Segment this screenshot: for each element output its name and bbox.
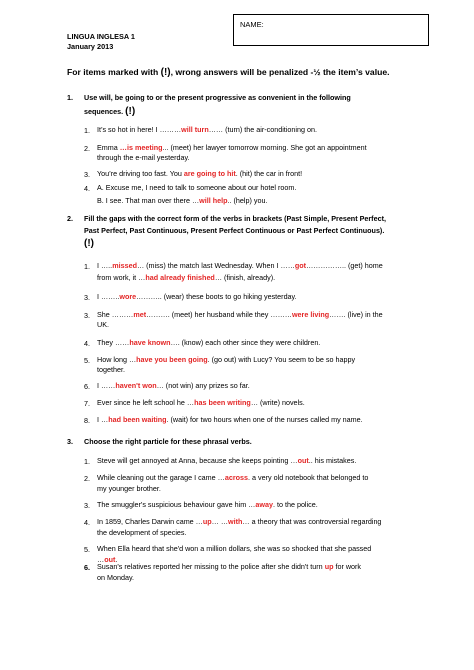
name-label: NAME:	[240, 20, 264, 29]
s1-item-2-number: 2.	[84, 144, 90, 153]
s2-item-5-answer: have you been going	[136, 355, 208, 364]
s3-item-1-answer: out	[297, 456, 309, 465]
s1-item-2-text-a: Emma	[97, 143, 120, 152]
s2-item-7-answer: has been writing	[194, 398, 251, 407]
s2-item-1-text-a: I …..	[97, 261, 113, 270]
course-title: LINGUA INGLESA 1	[67, 32, 135, 41]
s2-item-4-answer: have known	[129, 338, 171, 347]
section-2-mark: (!)	[84, 238, 94, 249]
s2-item-5-number: 5.	[84, 356, 90, 365]
s3-item-3	[97, 499, 318, 510]
s3-item-4-answer-2: with	[228, 517, 243, 526]
s2-item-2	[97, 291, 297, 302]
s3-item-2-line1	[97, 472, 368, 483]
s3-item-2-line2: my younger brother.	[97, 484, 161, 493]
section-1-instruction-line2: sequences.	[84, 107, 126, 116]
penalty-warning	[67, 67, 390, 78]
s2-item-7-number: 7.	[84, 399, 90, 408]
s2-item-8-text-a: I …	[97, 415, 109, 424]
s3-item-6-line1	[97, 561, 361, 572]
s1-item-2-answer: …is meeting	[119, 143, 163, 152]
section-1-instruction-line2-wrap	[84, 106, 135, 117]
s2-item-1-text-b: … (miss) the match last Wednesday. When I ……	[136, 261, 295, 270]
s1-item-2-text-b: ... (meet) her lawyer tomorrow morning. She got an appointment	[162, 143, 367, 152]
s1-item-1-number: 1.	[84, 126, 90, 135]
s1-item-1-text-a: It’s so hot in here! I ………	[97, 125, 182, 134]
section-1-instruction-line1: Use will, be going to or the present progressive as convenient in the following	[84, 93, 351, 102]
s3-item-3-text-a: The smuggler's suspicious behaviour gave him …	[97, 500, 256, 509]
s1-item-1-answer: will turn	[181, 125, 209, 134]
s2-item-1-answer-2: got	[294, 261, 307, 270]
s3-item-6-text-b: for work	[333, 562, 362, 571]
s1-item-3-text-a: You’re driving too fast. You	[97, 169, 184, 178]
s1-item-4-line1: A. Excuse me, I need to talk to someone about our hotel room.	[97, 183, 297, 192]
s3-item-4-text-b: … …	[211, 517, 229, 526]
s3-item-4-number: 4.	[84, 518, 90, 527]
section-3-instruction: Choose the right particle for these phrasal verbs.	[84, 437, 252, 446]
s2-item-1-line1	[97, 260, 383, 271]
s1-item-3-answer: are going to hit	[183, 169, 236, 178]
s3-item-2-number: 2.	[84, 474, 90, 483]
s2-item-1-text-e: … (finish, already).	[214, 273, 276, 282]
s2-item-8-text-b: . (wait) for two hours when one of the nurses called my name.	[166, 415, 363, 424]
s2-item-6-text-b: … (not win) any prizes so far.	[156, 381, 250, 390]
s2-item-1-text-d: from work, it …	[97, 273, 146, 282]
s2-item-2-text-a: I ……..	[97, 292, 120, 301]
s2-item-4	[97, 337, 320, 348]
s3-item-1	[97, 455, 356, 466]
s2-item-3-line1	[97, 309, 383, 320]
section-2-instruction-line2: Past Perfect, Past Continuous, Present Perfect Continuous or Past Perfect Continuous).	[84, 226, 385, 235]
s3-item-2-text-b: . a very old notebook that belonged to	[248, 473, 369, 482]
s3-item-2-answer: across	[224, 473, 249, 482]
s2-item-7-text-b: … (write) novels.	[250, 398, 305, 407]
s3-item-3-answer: away	[255, 500, 273, 509]
s1-item-4-text-a: B. I see. That man over there …	[97, 196, 200, 205]
s2-item-3-answer-2: were living	[291, 310, 330, 319]
exam-date: January 2013	[67, 42, 114, 51]
s3-item-6-text-a: Susan's relatives reported her missing to the police after she didn't turn	[97, 562, 325, 571]
s1-item-4-line2	[97, 195, 267, 206]
s1-item-1-text-b: …… (turn) the air-conditioning on.	[208, 125, 317, 134]
s3-item-6-answer: up	[324, 562, 334, 571]
s2-item-7-text-a: Ever since he left school he …	[97, 398, 195, 407]
s2-item-1-line2	[97, 272, 275, 283]
s1-item-3-text-b: . (hit) the car in front!	[235, 169, 303, 178]
s2-item-8	[97, 414, 363, 425]
s2-item-3-text-c: ……. (live) in the	[329, 310, 383, 319]
section-1-mark: (!)	[125, 106, 136, 117]
s2-item-4-text-a: They ……	[97, 338, 130, 347]
section-3-number: 3.	[67, 437, 73, 446]
s3-item-5-line1: When Ella heard that she'd won a million dollars, she was so shocked that she passed	[97, 544, 372, 553]
s3-item-5-text-a: …	[97, 555, 105, 564]
s1-item-4-answer: will help	[199, 196, 228, 205]
s3-item-2-text-a: While cleaning out the garage I came …	[97, 473, 225, 482]
s3-item-6-line2: on Monday.	[97, 573, 135, 582]
s3-item-4-line1	[97, 516, 381, 527]
section-2-number: 2.	[67, 214, 73, 223]
section-2-instruction-line1: Fill the gaps with the correct form of the verbs in brackets (Past Simple, Present Perfect,	[84, 214, 386, 223]
s3-item-4-text-a: In 1859, Charles Darwin came …	[97, 517, 203, 526]
s1-item-4-number: 4.	[84, 184, 90, 193]
s2-item-6-answer: haven't won	[115, 381, 157, 390]
s2-item-6-text-a: I ……	[97, 381, 116, 390]
section-1-instruction	[84, 92, 351, 103]
s2-item-4-number: 4.	[84, 339, 90, 348]
s2-item-8-number: 8.	[84, 416, 90, 425]
s2-item-5-line1	[97, 354, 355, 365]
s3-item-4-line2: the development of species.	[97, 528, 187, 537]
warning-pre: For items marked with	[67, 67, 161, 77]
s3-item-4-answer-1: up	[202, 517, 212, 526]
name-field-box	[233, 14, 429, 46]
s3-item-5-text-b: .	[115, 555, 118, 564]
s2-item-1-number: 1.	[84, 262, 90, 271]
s2-item-4-text-b: …. (know) each other since they were children.	[170, 338, 321, 347]
s2-item-5-text-a: How long …	[97, 355, 137, 364]
s2-item-2-number: 3.	[84, 293, 90, 302]
s2-item-3-answer-1: met	[133, 310, 147, 319]
s2-item-5-line2: together.	[97, 365, 125, 374]
s1-item-4-text-b: .. (help) you.	[227, 196, 268, 205]
s1-item-2-line2: through the e-mail yesterday.	[97, 153, 190, 162]
s3-item-5-number: 5.	[84, 545, 90, 554]
s3-item-1-text-b: .. his mistakes.	[308, 456, 357, 465]
s2-item-6	[97, 380, 250, 391]
s1-item-1	[97, 124, 317, 135]
section-1-number: 1.	[67, 93, 73, 102]
s1-item-3	[97, 168, 302, 179]
s2-item-3-text-b: ………. (meet) her husband while they ………	[146, 310, 292, 319]
s2-item-2-answer: wore	[119, 292, 137, 301]
s2-item-1-answer-3: had already finished	[145, 273, 215, 282]
s2-item-5-text-b: . (go out) with Lucy? You seem to be so happy	[207, 355, 356, 364]
s3-item-1-text-a: Steve will get annoyed at Anna, because she keeps pointing …	[97, 456, 298, 465]
s3-item-5-answer: out	[104, 555, 116, 564]
s3-item-3-text-b: . to the police.	[272, 500, 318, 509]
s2-item-6-number: 6.	[84, 382, 90, 391]
s2-item-1-text-c: …………….. (get) home	[306, 261, 383, 270]
s2-item-3-number: 3.	[84, 311, 90, 320]
s1-item-3-number: 3.	[84, 170, 90, 179]
s2-item-8-answer: had been waiting	[108, 415, 167, 424]
s2-item-7	[97, 397, 305, 408]
s3-item-3-number: 3.	[84, 501, 90, 510]
s2-item-3-line2: UK.	[97, 320, 109, 329]
warning-post: , wrong answers will be penalized -½ the item’s value.	[170, 67, 390, 77]
warning-mark: (!)	[160, 67, 171, 78]
s3-item-4-text-c: … a theory that was controversial regarding	[242, 517, 382, 526]
s2-item-2-text-b: ……….. (wear) these boots to go hiking yesterday.	[136, 292, 297, 301]
s3-item-6-number: 6.	[84, 563, 90, 572]
s2-item-3-text-a: She ………	[97, 310, 134, 319]
s3-item-1-number: 1.	[84, 457, 90, 466]
s2-item-1-answer-1: missed	[112, 261, 137, 270]
